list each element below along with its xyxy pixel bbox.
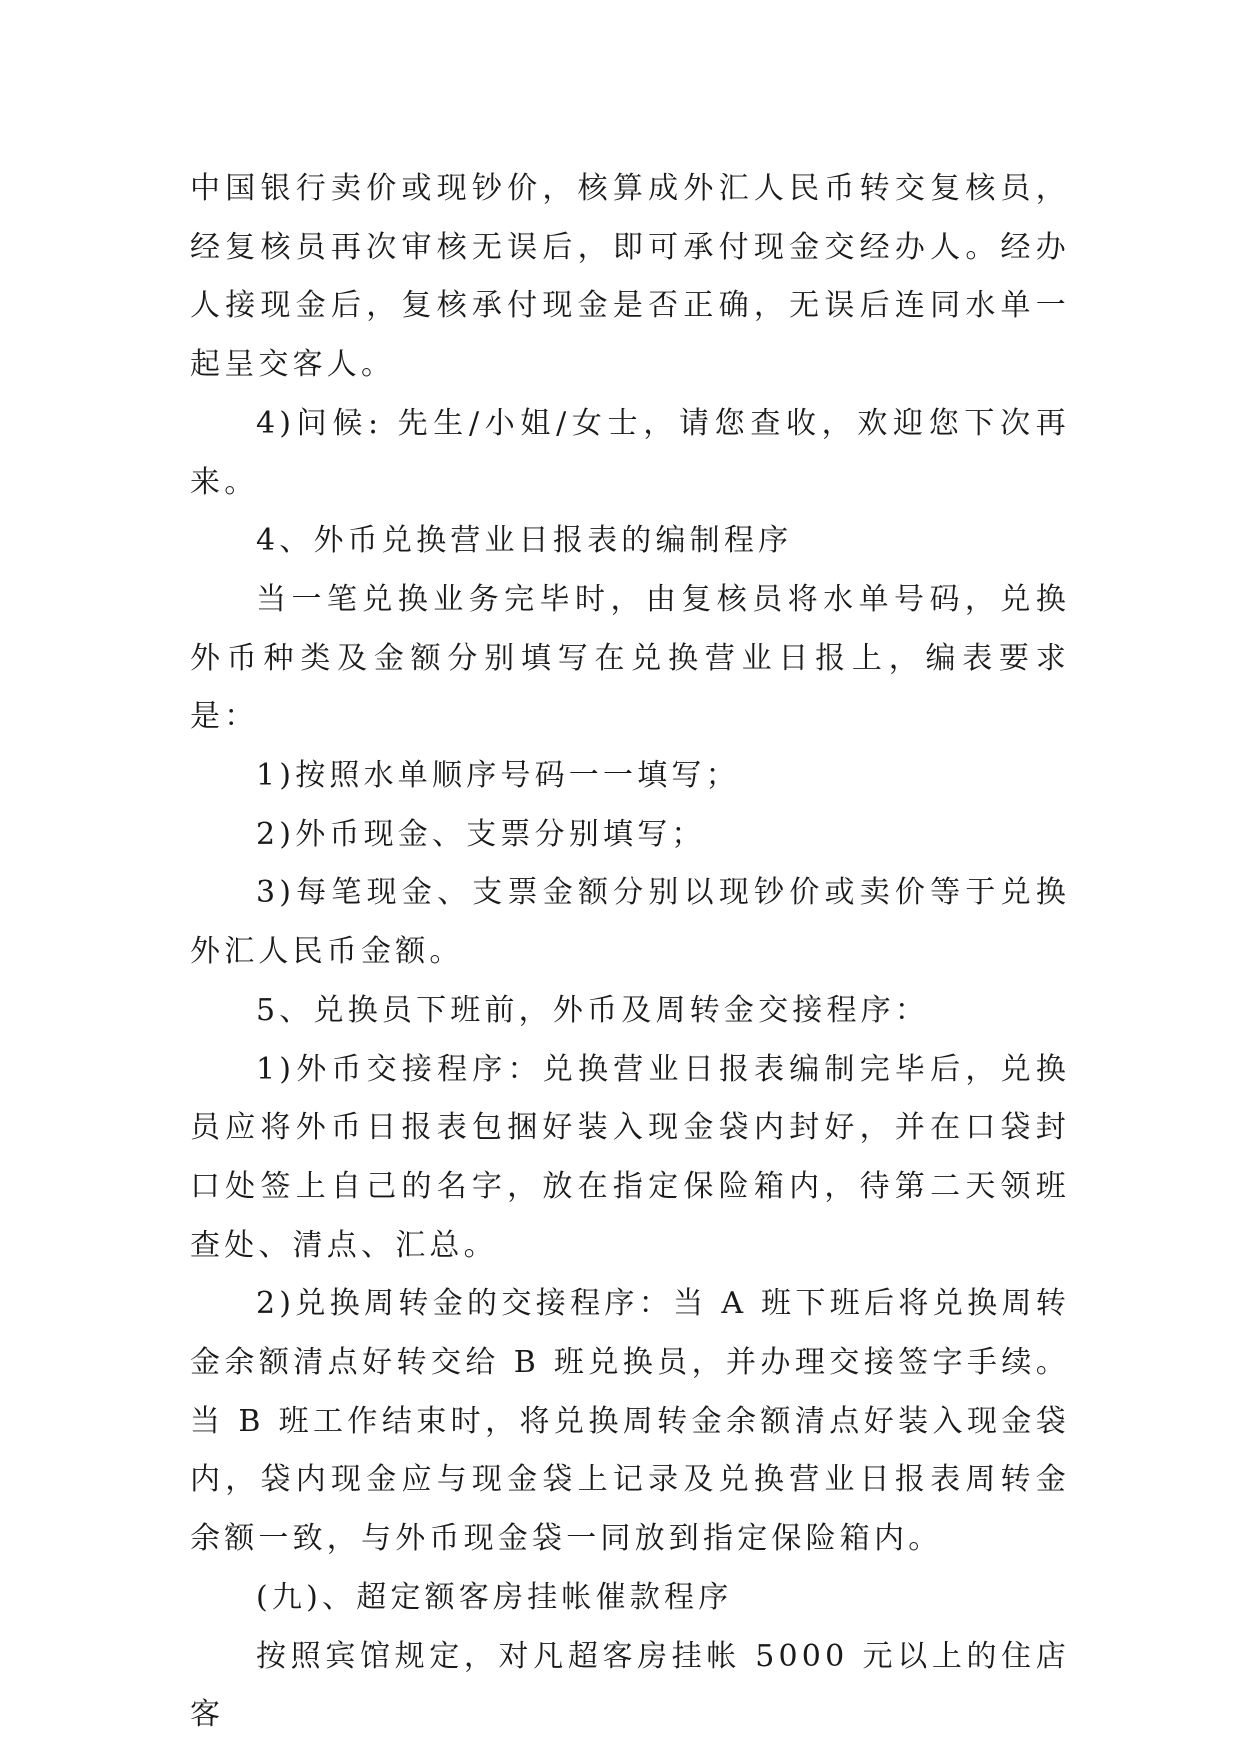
section-heading-5: 5、兑换员下班前，外币及周转金交接程序： — [256, 992, 930, 1028]
paragraph-4: 当一笔兑换业务完毕时，由复核员将水单号码，兑换外币种类及金额分别填写在兑换营业日报上，编表要求是： — [190, 581, 1070, 735]
section-heading-4: 4、外币兑换营业日报表的编制程序 — [256, 523, 793, 559]
list-item-1: 1)按照水单顺序号码一一填写； — [256, 758, 740, 794]
document-body — [190, 160, 1070, 1745]
paragraph-2: 4)问候: 先生/小姐/女士，请您查收，欢迎您下次再来。 — [190, 405, 1070, 500]
list-item-3: 3)每笔现金、支票金额分别以现钞价或卖价等于兑换外汇人民币金额。 — [190, 875, 1070, 970]
paragraph-12: 按照宾馆规定，对凡超客房挂帐 5000 元以上的住店客 — [190, 1638, 1070, 1733]
section-heading-9: (九)、超定额客房挂帐催款程序 — [256, 1579, 733, 1615]
paragraph-10: 2)兑换周转金的交接程序：当 A 班下班后将兑换周转金余额清点好转交给 B 班兑换员，并办理交接签字手续。当 B 班工作结束时，将兑换周转金余额清点好装入现金袋内，袋内现金应与现金袋上记录及兑换营业日报表周转金余额一致，与外币现金袋一同放到指定保险箱内。 — [190, 1286, 1070, 1557]
paragraph-1: 中国银行卖价或现钞价，核算成外汇人民币转交复核员，经复核员再次审核无误后，即可承付现金交经办人。经办人接现金后，复核承付现金是否正确，无误后连同水单一起呈交客人。 — [190, 171, 1070, 383]
list-item-2: 2)外币现金、支票分别填写； — [256, 816, 706, 852]
paragraph-9: 1)外币交接程序：兑换营业日报表编制完毕后，兑换员应将外币日报表包捆好装入现金袋内封好，并在口袋封口处签上自己的名字，放在指定保险箱内，待第二天领班查处、清点、汇总。 — [190, 1051, 1070, 1263]
